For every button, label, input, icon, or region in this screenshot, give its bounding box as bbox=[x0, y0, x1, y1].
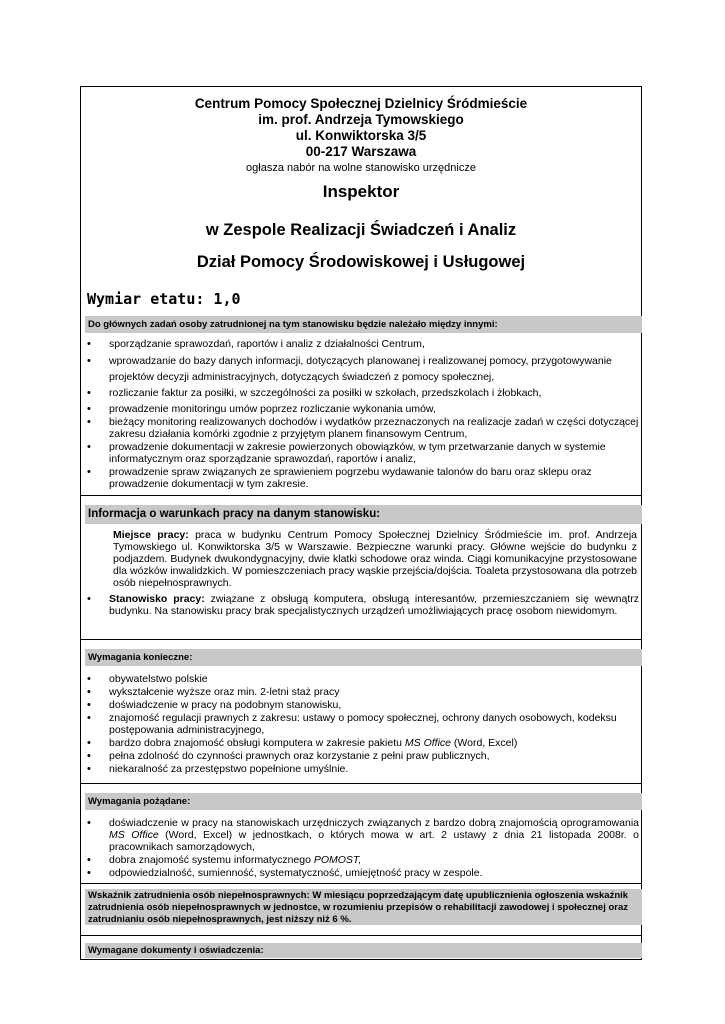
pomost-italic: POMOST, bbox=[313, 854, 362, 866]
list-item: • obywatelstwo polskie bbox=[81, 673, 641, 685]
disability-indicator: Wskaźnik zatrudnienia osób niepełnosprawnych: W miesiącu poprzedzającym datę upublicznienia ogłoszenia wskaźnik zatrudnienia osób niepełnosprawnych w jednostce, w rozumieniu przepisów o rehabilitacji zawodowej i społecznej oraz zatrudnianiu osób niepełnosprawnych, jest niższy niż 6 %. bbox=[85, 889, 642, 925]
workplace-paragraph bbox=[113, 529, 637, 589]
list-item: • odpowiedzialność, sumienność, systematyczność, umiejętność pracy w zespole. bbox=[81, 867, 641, 879]
list-item: • niekaralność za przestępstwo popełnione umyślnie. bbox=[81, 763, 641, 775]
conditions-heading: Informacja o warunkach pracy na danym stanowisku: bbox=[85, 505, 642, 524]
divider bbox=[81, 495, 641, 496]
pomost-text-before: dobra znajomość systemu informatycznego bbox=[109, 854, 314, 866]
post-label: Stanowisko pracy: bbox=[109, 593, 205, 605]
list-item: • wprowadzanie do bazy danych informacji, dotyczących planowanej i realizowanej pomocy, przygotowywanie projektów decyzji administracyjnych, dotyczących świadczeń z pomocy społecznej, bbox=[81, 353, 641, 385]
workplace-text: praca w budynku Centrum Pomocy Społecznej Dzielnicy Śródmieście im. prof. Andrzeja Tymowskiego ul. Konwiktorska 3/5 w Warszawie. Bezpieczne warunki pracy. Główne wejście do budynku z podjazdem. Budynek dwukondygnacyjny, dwie klatki schodowe oraz winda. Ciągi komunikacyjne przystosowane dla wózków inwalidzkich. W pomieszczeniach pracy wąskie przejścia/dojścia. Toaleta przystosowana dla potrzeb osób niepełnosprawnych. bbox=[113, 529, 638, 589]
list-item: • wykształcenie wyższe oraz min. 2-letni staż pracy bbox=[81, 686, 641, 698]
ms-office-italic: MS Office bbox=[404, 737, 452, 749]
workplace-label: Miejsce pracy: bbox=[113, 529, 189, 541]
ms-text-after: (Word, Excel) bbox=[451, 737, 518, 749]
exp-ms-italic: MS Office bbox=[109, 829, 159, 841]
list-item: • znajomość regulacji prawnych z zakresu: ustawy o pomocy społecznej, ochrony danych osobowych, kodeksu postępowania administracyjnego, bbox=[81, 712, 641, 736]
department-name: Dział Pomocy Środowiskowej i Usługowej bbox=[196, 253, 526, 271]
list-item: • pełna zdolność do czynności prawnych oraz korzystanie z pełni praw publicznych, bbox=[81, 750, 641, 762]
institution-postal: 00-217 Warszawa bbox=[305, 144, 417, 159]
list-item: • prowadzenie spraw związanych ze sprawieniem pogrzebu wydawanie talonów do baru oraz sklepu oraz prowadzenie dokumentacji w tym zakresie. bbox=[81, 466, 641, 490]
list-item bbox=[81, 817, 641, 853]
team-name: w Zespole Realizacji Świadczeń i Analiz bbox=[205, 221, 517, 239]
announcement-line: ogłasza nabór na wolne stanowisko urzędnicze bbox=[246, 162, 476, 174]
post-text: związane z obsługą komputera, obsługą interesantów, przemieszczaniem się wewnątrz budynku. Na stanowisku pracy brak specjalistycznych urządzeń umożliwiających pracę osobom niewidomym. bbox=[109, 593, 640, 617]
ms-text-before: bardzo dobra znajomość obsługi komputera w zakresie pakietu bbox=[109, 737, 405, 749]
announcement-frame bbox=[80, 86, 642, 960]
duties-heading: Do głównych zadań osoby zatrudnionej na tym stanowisku będzie należało między innymi: bbox=[85, 316, 642, 333]
institution-street: ul. Konwiktorska 3/5 bbox=[295, 128, 427, 143]
documents-heading: Wymagane dokumenty i oświadczenia: bbox=[85, 943, 642, 958]
list-item bbox=[81, 593, 641, 617]
institution-name: Centrum Pomocy Społecznej Dzielnicy Śródmieście bbox=[194, 96, 528, 111]
divider bbox=[81, 639, 641, 640]
desired-list bbox=[81, 817, 641, 879]
institution-patron: im. prof. Andrzeja Tymowskiego bbox=[258, 112, 464, 127]
list-item bbox=[81, 737, 641, 749]
list-item: • bieżący monitoring realizowanych dochodów i wydatków przeznaczonych na realizacje zadań w części dotyczącej zakresu działania komórki zgodnie z przyjętym planem finansowym Centrum, bbox=[81, 416, 641, 440]
list-item: • rozliczanie faktur za posiłki, w szczególności za posiłki w szkołach, przedszkolach i żłobkach, bbox=[81, 387, 641, 399]
divider bbox=[81, 883, 641, 884]
list-item bbox=[81, 854, 641, 866]
exp-text-after: (Word, Excel) w jednostkach, o których mowa w art. 2 ustawy z dnia 21 listopada 2008r. o pracownikach samorządowych, bbox=[109, 829, 640, 853]
required-list bbox=[81, 673, 641, 775]
divider bbox=[81, 783, 641, 784]
divider bbox=[81, 935, 641, 936]
duties-list bbox=[81, 338, 641, 490]
list-item: • doświadczenie w pracy na podobnym stanowisku, bbox=[81, 699, 641, 711]
list-item: • sporządzanie sprawozdań, raportów i analiz z działalności Centrum, bbox=[81, 338, 641, 350]
position-title: Inspektor bbox=[322, 182, 400, 201]
list-item: • prowadzenie dokumentacji w zakresie powierzonych obowiązków, w tym przetwarzanie danych w systemie informatycznym oraz sporządzanie sprawozdań, raportów i analiz, bbox=[81, 441, 641, 465]
etat-label: Wymiar etatu: 1,0 bbox=[87, 290, 241, 308]
exp-text-before: doświadczenie w pracy na stanowiskach urzędniczych związanych z bardzo dobrą znajomością oprogramowania bbox=[109, 817, 639, 829]
list-item: • prowadzenie monitoringu umów poprzez rozliczanie wykonania umów, bbox=[81, 403, 641, 415]
desired-heading: Wymagania pożądane: bbox=[85, 793, 642, 810]
required-heading: Wymagania konieczne: bbox=[85, 649, 642, 666]
post-list bbox=[81, 593, 641, 617]
